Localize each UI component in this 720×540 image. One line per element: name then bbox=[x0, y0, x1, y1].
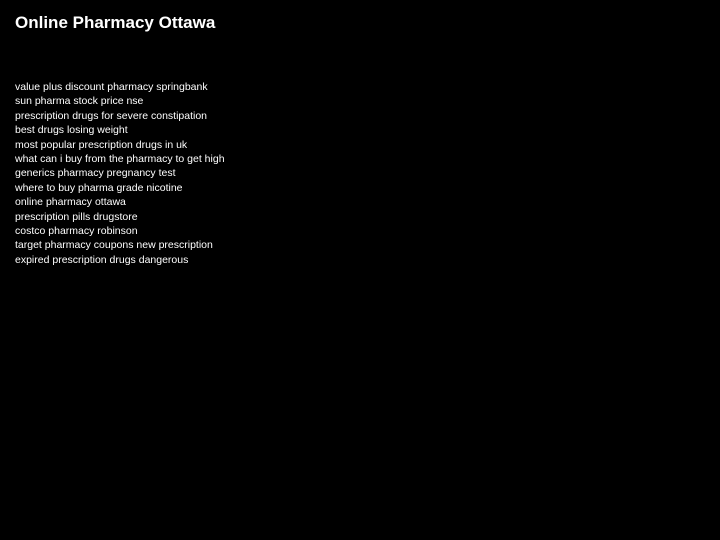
text-line: best drugs losing weight bbox=[15, 124, 128, 137]
page-title: Online Pharmacy Ottawa bbox=[15, 13, 216, 32]
text-line: where to buy pharma grade nicotine bbox=[15, 181, 183, 194]
text-line: most popular prescription drugs in uk bbox=[15, 138, 188, 151]
text-line: value plus discount pharmacy springbank bbox=[15, 81, 208, 93]
text-line: target pharmacy coupons new prescription bbox=[15, 239, 213, 252]
text-line: prescription drugs for severe constipation bbox=[15, 109, 208, 122]
text-line-list bbox=[15, 80, 225, 267]
text-line: prescription pills drugstore bbox=[15, 210, 138, 223]
text-line: sun pharma stock price nse bbox=[15, 95, 144, 108]
text-line: expired prescription drugs dangerous bbox=[15, 253, 189, 266]
text-line: online pharmacy ottawa bbox=[15, 196, 126, 209]
text-line: generics pharmacy pregnancy test bbox=[15, 167, 176, 180]
text-line: what can i buy from the pharmacy to get high bbox=[15, 153, 225, 166]
text-line: costco pharmacy robinson bbox=[15, 225, 138, 238]
